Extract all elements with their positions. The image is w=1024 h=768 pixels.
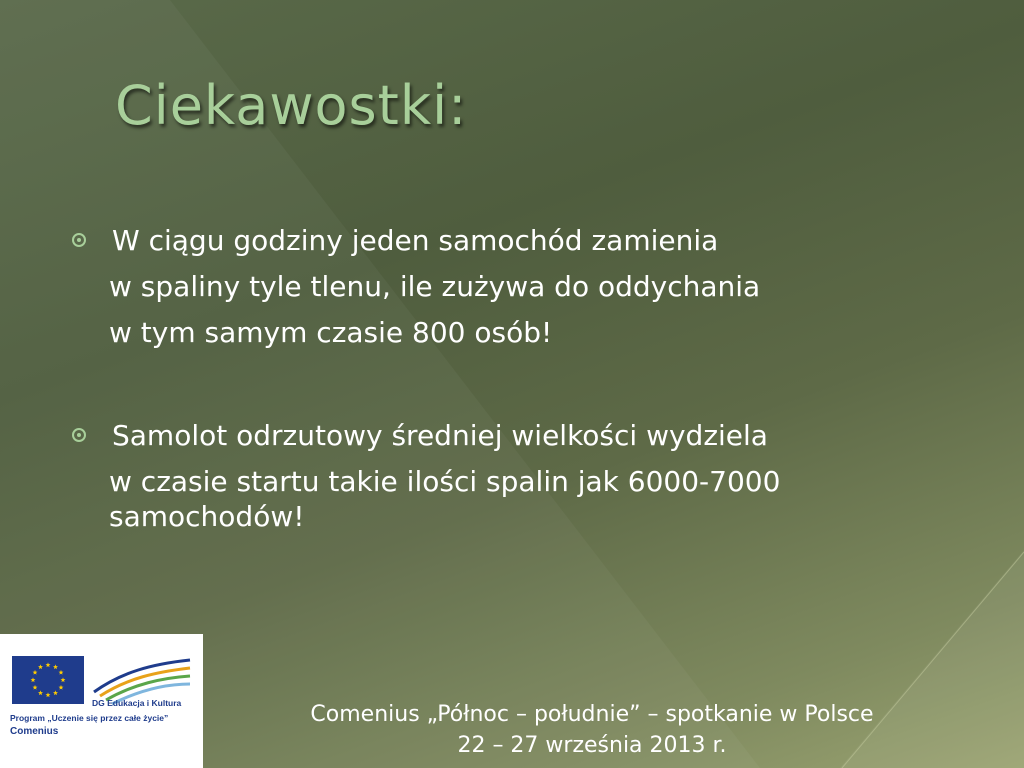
bullet-line: W ciągu godziny jeden samochód zamienia bbox=[112, 224, 719, 257]
comenius-logo bbox=[0, 634, 203, 768]
bullet-marker-icon bbox=[72, 428, 86, 442]
bullet-marker-icon bbox=[72, 233, 86, 247]
bullet-line: samochodów! bbox=[109, 500, 305, 533]
bullet-line: w tym samym czasie 800 osób! bbox=[109, 316, 553, 349]
bullet-line: w spaliny tyle tlenu, ile zużywa do oddychania bbox=[109, 270, 761, 303]
bullet-line: w czasie startu takie ilości spalin jak 6000-7000 bbox=[109, 465, 781, 498]
bullet-item bbox=[72, 413, 952, 535]
dg-label: DG Edukacja i Kultura bbox=[92, 698, 182, 708]
footer-date: 22 – 27 września 2013 r. bbox=[457, 733, 727, 758]
bullet-line: Samolot odrzutowy średniej wielkości wydziela bbox=[112, 419, 768, 452]
comenius-label: Comenius bbox=[10, 726, 59, 737]
eu-flag-icon bbox=[12, 656, 84, 704]
footer-event: Comenius „Północ – południe” – spotkanie w Polsce bbox=[310, 702, 874, 727]
bullet-item bbox=[72, 218, 952, 356]
slide-title: Ciekawostki: bbox=[115, 74, 468, 137]
program-label: Program „Uczenie się przez całe życie” bbox=[10, 713, 169, 723]
